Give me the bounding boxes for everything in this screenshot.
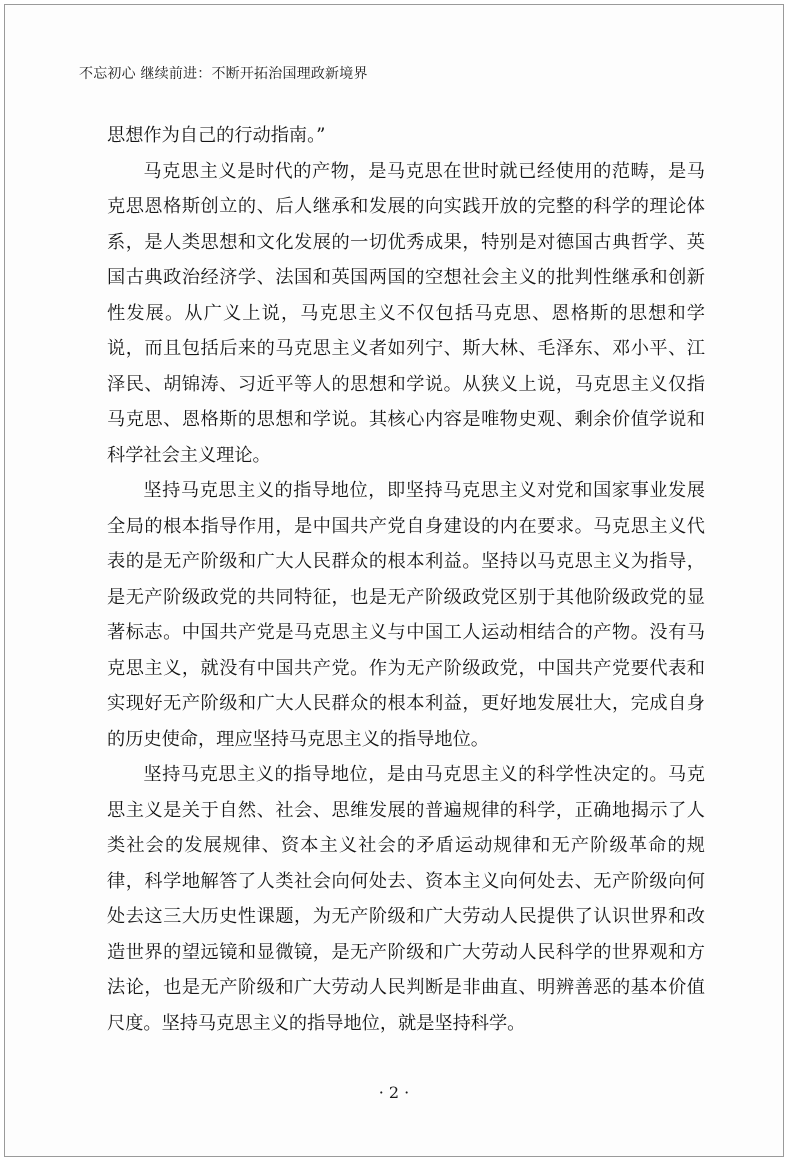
book-page	[4, 4, 784, 1157]
paragraph-marxism-definition: 马克思主义是时代的产物，是马克思在世时就已经使用的范畴，是马克思恩格斯创立的、后人继承和发展的向实践开放的完整的科学的理论体系，是人类思想和文化发展的一切优秀成果，特别是对德国古典哲学、英国古典政治经济学、法国和英国两国的空想社会主义的批判性继承和创新性发展。从广义上说，马克思主义不仅包括马克思、恩格斯的思想和学说，而且包括后来的马克思主义者如列宁、斯大林、毛泽东、邓小平、江泽民、胡锦涛、习近平等人的思想和学说。从狭义上说，马克思主义仅指马克思、恩格斯的思想和学说。其核心内容是唯物史观、剩余价值学说和科学社会主义理论。	[107, 160, 705, 466]
paragraph-guiding-position: 坚持马克思主义的指导地位，即坚持马克思主义对党和国家事业发展全局的根本指导作用，是中国共产党自身建设的内在要求。马克思主义代表的是无产阶级和广大人民群众的根本利益。坚持以马克思主义为指导，是无产阶级政党的共同特征，也是无产阶级政党区别于其他阶级政党的显著标志。中国共产党是马克思主义与中国工人运动相结合的产物。没有马克思主义，就没有中国共产党。作为无产阶级政党，中国共产党要代表和实现好无产阶级和广大人民群众的根本利益，更好地发展壮大，完成自身的历史使命，理应坚持马克思主义的指导地位。	[107, 480, 705, 750]
paragraph-continuation: 思想作为自己的行动指南。”	[107, 125, 326, 146]
page-number: · 2 ·	[378, 1083, 410, 1102]
body-text	[107, 118, 705, 1041]
running-header: 不忘初心 继续前进：不断开拓治国理政新境界	[79, 66, 368, 82]
paragraph-scientific-nature: 坚持马克思主义的指导地位，是由马克思主义的科学性决定的。马克思主义是关于自然、社会、思维发展的普遍规律的科学，正确地揭示了人类社会的发展规律、资本主义社会的矛盾运动规律和无产阶级革命的规律，科学地解答了人类社会向何处去、资本主义向何处去、无产阶级向何处去这三大历史性课题，为无产阶级和广大劳动人民提供了认识世界和改造世界的望远镜和显微镜，是无产阶级和广大劳动人民科学的世界观和方法论，也是无产阶级和广大劳动人民判断是非曲直、明辨善恶的基本价值尺度。坚持马克思主义的指导地位，就是坚持科学。	[107, 764, 705, 1034]
